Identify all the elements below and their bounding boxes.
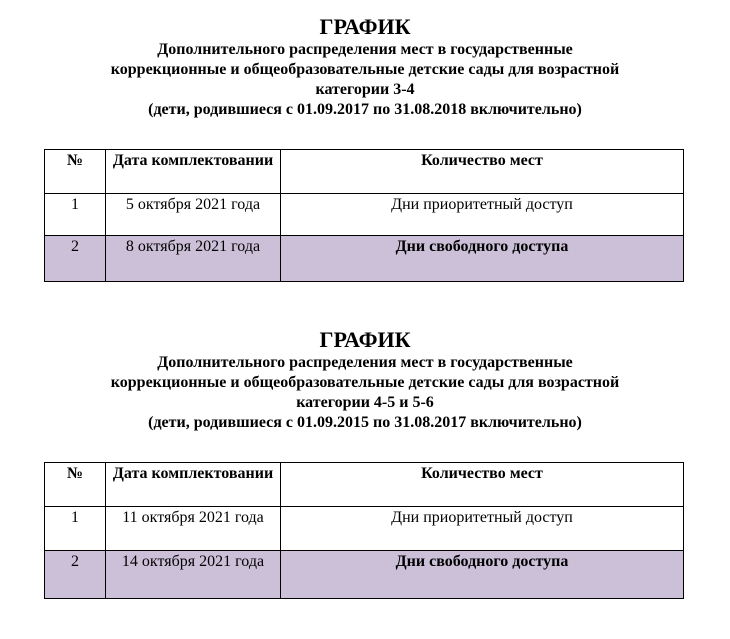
- cell-places: Дни свободного доступа: [281, 551, 684, 599]
- heading-line-2: коррекционные и общеобразовательные детские сады для возрастной: [110, 374, 620, 391]
- heading-line-4: (дети, родившиеся с 01.09.2015 по 31.08.2017 включительно): [148, 414, 582, 431]
- heading-line-2: коррекционные и общеобразовательные детские сады для возрастной: [110, 61, 620, 78]
- heading-line-4: (дети, родившиеся с 01.09.2017 по 31.08.2018 включительно): [148, 101, 582, 118]
- cell-number: 2: [45, 236, 106, 282]
- cell-date: 14 октября 2021 года: [106, 551, 281, 599]
- schedule-table: [44, 149, 684, 282]
- schedule-section-1: [0, 14, 730, 255]
- header-date: Дата комплектовании: [106, 463, 281, 507]
- schedule-section-2: [0, 327, 730, 570]
- table-row-highlighted: [45, 236, 684, 282]
- table-header-row: [45, 150, 684, 194]
- cell-date: 5 октября 2021 года: [106, 194, 281, 236]
- header-date: Дата комплектовании: [106, 150, 281, 194]
- cell-number: 1: [45, 507, 106, 551]
- heading-title: ГРАФИК: [319, 14, 411, 39]
- heading-line-1: Дополнительного распределения мест в государственные: [157, 41, 573, 58]
- header-number: №: [45, 463, 106, 507]
- cell-number: 2: [45, 551, 106, 599]
- cell-places: Дни приоритетный доступ: [281, 194, 684, 236]
- heading-line-3: категории 4-5 и 5-6: [296, 394, 434, 411]
- cell-places: Дни свободного доступа: [281, 236, 684, 282]
- schedule-table: [44, 462, 684, 599]
- heading-title: ГРАФИК: [319, 327, 411, 352]
- table-row: [45, 507, 684, 551]
- cell-date: 8 октября 2021 года: [106, 236, 281, 282]
- cell-date: 11 октября 2021 года: [106, 507, 281, 551]
- section-heading: [0, 14, 730, 120]
- table-row-highlighted: [45, 551, 684, 599]
- heading-line-1: Дополнительного распределения мест в государственные: [157, 354, 573, 371]
- table-header-row: [45, 463, 684, 507]
- cell-number: 1: [45, 194, 106, 236]
- cell-places: Дни приоритетный доступ: [281, 507, 684, 551]
- table-row: [45, 194, 684, 236]
- header-places: Количество мест: [281, 150, 684, 194]
- header-places: Количество мест: [281, 463, 684, 507]
- section-heading: [0, 327, 730, 433]
- header-number: №: [45, 150, 106, 194]
- heading-line-3: категории 3-4: [315, 81, 415, 98]
